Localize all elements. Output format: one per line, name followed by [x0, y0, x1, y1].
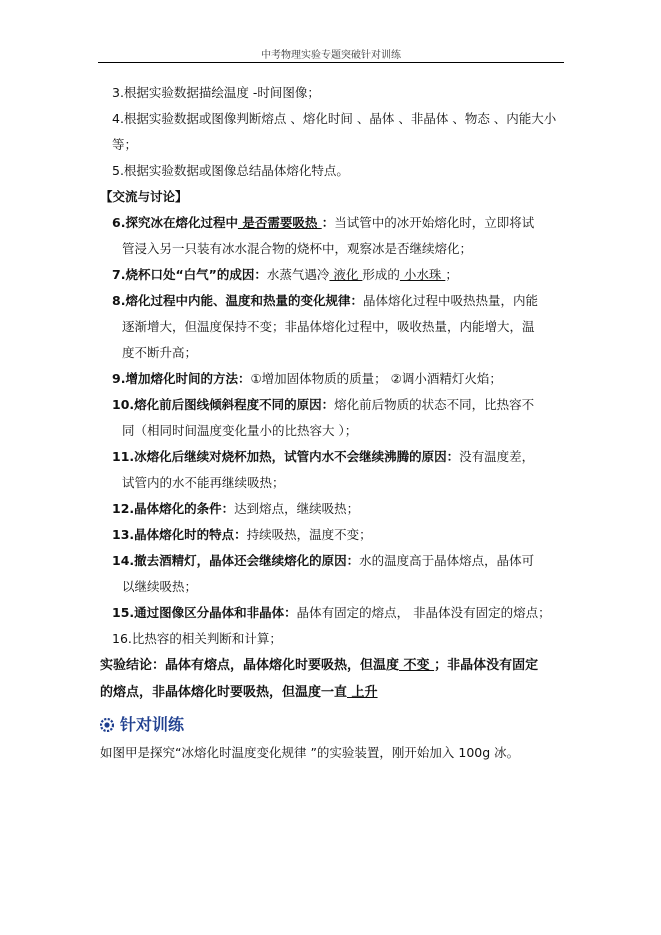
item-11-num: 11. [112, 449, 135, 464]
item-6-answer: 是否需要吸热 [237, 215, 322, 230]
conclusion-answer-1: 不变 [399, 658, 435, 673]
item-8-label: 熔化过程中内能、温度和热量的变化规律： [125, 293, 363, 308]
item-15-num: 15. [112, 605, 135, 620]
item-12-text: 达到熔点，继续吸热； [234, 501, 360, 516]
item-7-answer-2: 小水珠 [399, 267, 446, 282]
item-11 [100, 444, 570, 470]
practice-heading [100, 710, 570, 740]
conclusion-line-1 [100, 652, 570, 679]
step-4: 4.根据实验数据或图像判断熔点 、熔化时间 、晶体 、非晶体 、物态 、内能大小 [112, 111, 557, 126]
item-9 [100, 366, 570, 392]
item-9-text: ①增加固体物质的质量； ②调小酒精灯火焰； [250, 371, 502, 386]
item-10 [100, 392, 570, 418]
item-7-text2: 形成的 [362, 267, 400, 282]
item-10-text: 熔化前后物质的状态不同，比热容不 [334, 397, 535, 412]
conclusion-text-1: 实验结论：晶体有熔点，晶体熔化时要吸热，但温度 [100, 658, 400, 673]
item-13-text: 持续吸热，温度不变； [246, 527, 372, 542]
item-14-text: 水的温度高于晶体熔点，晶体可 [359, 553, 535, 568]
item-8 [100, 288, 570, 314]
practice-intro: 如图甲是探究“冰熔化时温度变化规律 ”的实验装置，刚开始加入 100g 冰。 [100, 745, 520, 760]
item-7-answer-1: 液化 [329, 267, 363, 282]
item-11-label: 冰熔化后继续对烧杯加热，试管内水不会继续沸腾的原因： [134, 449, 460, 464]
conclusion-text-3: 的熔点，非晶体熔化时要吸热，但温度一直 [100, 685, 348, 700]
gear-bullet-icon [100, 712, 114, 726]
item-12-label: 晶体熔化的条件： [134, 501, 235, 516]
step-5: 5.根据实验数据或图像总结晶体熔化特点。 [112, 163, 349, 178]
item-14-cont: 以继续吸热； [122, 579, 198, 594]
item-7-text1: 水蒸气遇冷 [266, 267, 330, 282]
item-9-label: 增加熔化时间的方法： [125, 371, 251, 386]
item-12-num: 12. [112, 501, 135, 516]
item-6-label: 探究冰在熔化过程中 [125, 215, 238, 230]
item-8-num: 8. [112, 293, 126, 308]
page-header: 中考物理实验专题突破针对训练 [261, 50, 401, 61]
item-6-text: 当试管中的冰开始熔化时，立即将试 [334, 215, 535, 230]
item-8-cont-2: 度不断升高； [122, 345, 198, 360]
conclusion-answer-2: 上升 [347, 685, 378, 700]
item-9-num: 9. [112, 371, 126, 386]
item-7-end: ； [445, 267, 458, 282]
item-13-label: 晶体熔化时的特点： [134, 527, 247, 542]
item-15 [100, 600, 570, 626]
step-4-cont: 等； [112, 137, 138, 152]
item-11-cont: 试管内的水不能再继续吸热； [122, 475, 285, 490]
item-6-cont: 管浸入另一只装有冰水混合物的烧杯中，观察冰是否继续熔化； [122, 241, 473, 256]
item-10-num: 10. [112, 397, 135, 412]
step-3: 3.根据实验数据描绘温度 -时间图像； [112, 85, 320, 100]
item-14-label: 撤去酒精灯，晶体还会继续熔化的原因： [134, 553, 360, 568]
item-10-label: 熔化前后图线倾斜程度不同的原因： [134, 397, 335, 412]
item-12 [100, 496, 570, 522]
item-14-num: 14. [112, 553, 135, 568]
document-body [100, 80, 570, 766]
item-15-text: 晶体有固定的熔点， 非晶体没有固定的熔点； [296, 605, 551, 620]
practice-title: 针对训练 [120, 715, 185, 734]
item-7 [100, 262, 570, 288]
item-7-label: 烧杯口处“白气”的成因： [125, 267, 267, 282]
item-6-colon: ： [321, 215, 335, 230]
item-10-cont: 同（相同时间温度变化量小的比热容大 ）； [122, 423, 358, 438]
item-6 [100, 210, 570, 236]
discussion-heading: 【交流与讨论】 [100, 189, 188, 204]
item-8-text: 晶体熔化过程中吸热热量，内能 [362, 293, 538, 308]
item-15-label: 通过图像区分晶体和非晶体： [134, 605, 297, 620]
item-13-num: 13. [112, 527, 135, 542]
conclusion-text-2: ；非晶体没有固定 [434, 658, 539, 673]
item-7-num: 7. [112, 267, 126, 282]
item-14 [100, 548, 570, 574]
item-8-cont-1: 逐渐增大，但温度保持不变；非晶体熔化过程中，吸收热量，内能增大，温 [122, 319, 535, 334]
item-16: 16.比热容的相关判断和计算； [112, 631, 282, 646]
item-13 [100, 522, 570, 548]
header-rule [98, 62, 564, 63]
item-11-text: 没有温度差， [459, 449, 535, 464]
conclusion-line-2 [100, 679, 570, 706]
item-6-num: 6. [112, 215, 126, 230]
